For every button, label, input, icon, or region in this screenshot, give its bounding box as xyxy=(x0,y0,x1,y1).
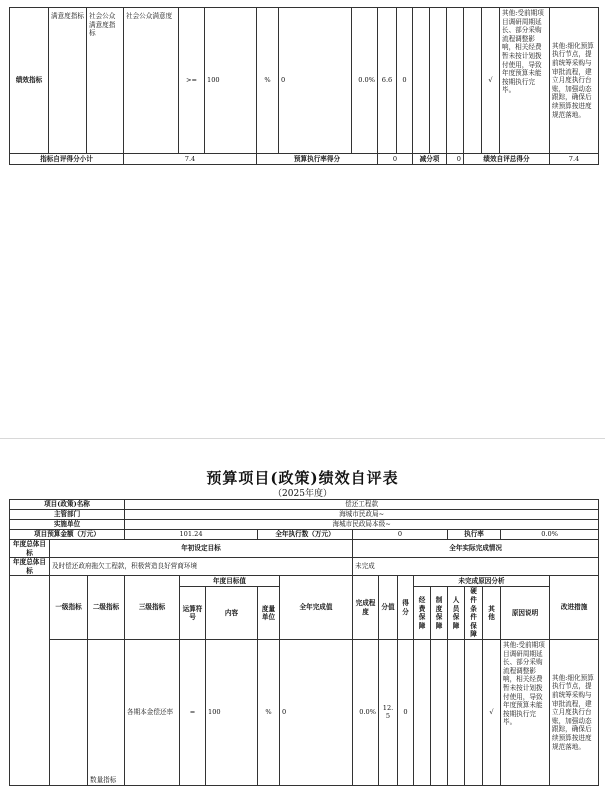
impl-unit-value: 海城市民政局本级~ xyxy=(125,520,599,530)
header-level2: 二级指标 xyxy=(88,576,125,640)
row1-a4 xyxy=(465,639,483,785)
header-a3: 人员保障 xyxy=(448,587,465,640)
header-reason: 原因说明 xyxy=(501,587,550,640)
unit: % xyxy=(257,8,279,154)
hardware-cell xyxy=(464,8,482,154)
budget-amount-label: 项目预算金额（万元） xyxy=(10,530,125,540)
dept-value: 海城市民政局~ xyxy=(125,510,599,520)
page1-indicator-table xyxy=(9,7,599,165)
goal-head-right: 全年实际完成情况 xyxy=(353,540,599,558)
subtotal-value: 7.4 xyxy=(124,154,257,165)
header-level3: 三级指标 xyxy=(125,576,180,640)
goal-left: 及时偿还政府拖欠工程款，积极营造良好营商环境 xyxy=(50,558,353,576)
deduct-value: 0 xyxy=(447,154,464,165)
funding-cell xyxy=(413,8,430,154)
page2-header-table xyxy=(9,499,599,786)
row1-a2 xyxy=(431,639,448,785)
goal-label: 年度总体目标 xyxy=(10,540,50,558)
page-divider xyxy=(0,438,605,439)
goal-head-left: 年初设定目标 xyxy=(50,540,353,558)
header-weight: 分值 xyxy=(379,576,398,640)
indicator-row-1 xyxy=(10,639,599,785)
third-level-group: 社会公众满意度指标 xyxy=(87,8,124,154)
summary-row xyxy=(10,154,599,165)
row1-reason: 其他:受前期项目调研周期延长、部分采购流程调整影响，相关经费暂未按计划拨付使用，导致年度预算未能按期执行完毕。 xyxy=(501,639,550,785)
row1-indicator: 各期本金偿还率 xyxy=(125,639,180,785)
exec-rate-label: 执行率 xyxy=(448,530,501,540)
header-unit: 度量单位 xyxy=(258,587,280,640)
row1-completion: 0.0% xyxy=(353,639,379,785)
score-weight: 6.6 xyxy=(378,8,397,154)
page-2 xyxy=(0,440,605,785)
row1-unit: % xyxy=(258,639,280,785)
header-actual: 全年完成值 xyxy=(280,576,353,640)
header-a2: 制度保障 xyxy=(431,587,448,640)
total-value: 7.4 xyxy=(550,154,599,165)
header-op: 运算符号 xyxy=(180,587,206,640)
measure-text: 其他:细化预算执行节点，提前统筹采购与审批流程，建立月度执行台账，加强动态跟踪，确保后续预算按进度规范落地。 xyxy=(550,8,599,154)
header-score: 得分 xyxy=(398,576,414,640)
header-a4: 硬件条件保障 xyxy=(465,587,483,640)
row1-actual: 0 xyxy=(280,639,353,785)
page-title: 预算项目(政策)绩效自评表 xyxy=(206,469,399,487)
system-cell xyxy=(430,8,447,154)
actual-value: 0 xyxy=(279,8,352,154)
deduct-label: 减分项 xyxy=(413,154,447,165)
budget-score-label: 预算执行率得分 xyxy=(257,154,378,165)
row1-op: = xyxy=(180,639,206,785)
goal-label-2: 年度总体目标 xyxy=(10,558,50,576)
page-subtitle: （2025年度） xyxy=(273,489,332,499)
staff-cell xyxy=(447,8,464,154)
exec-amount-value: 0 xyxy=(353,530,448,540)
total-label: 绩效自评总得分 xyxy=(464,154,550,165)
row1-a1 xyxy=(414,639,431,785)
indicator-name: 社会公众满意度 xyxy=(124,8,179,154)
header-analysis: 未完成原因分析 xyxy=(414,576,550,587)
header-a1: 经费保障 xyxy=(414,587,431,640)
row1-measure: 其他:细化预算执行节点，提前统筹采购与审批流程，建立月度执行台账，加强动态跟踪，确保后续预算按进度规范落地。 xyxy=(550,639,599,785)
row1-weight: 12.5 xyxy=(379,639,398,785)
exec-rate-value: 0.0% xyxy=(501,530,599,540)
spacer-cell xyxy=(10,576,50,786)
row1-a3 xyxy=(448,639,465,785)
score: 0 xyxy=(397,8,413,154)
project-name-label: 项目(政策)名称 xyxy=(10,500,125,510)
header-completion: 完成程度 xyxy=(353,576,379,640)
header-measure: 改进措施 xyxy=(550,576,599,640)
operator: >= xyxy=(179,8,205,154)
reason-text: 其他:受前期项目调研周期延长、部分采购流程调整影响，相关经费暂未按计划拨付使用，导致年度预算未能按期执行完毕。 xyxy=(500,8,550,154)
target-content: 100 xyxy=(205,8,257,154)
row1-a5-check: √ xyxy=(483,639,501,785)
exec-amount-label: 全年执行数（万元） xyxy=(258,530,353,540)
goal-right: 未完成 xyxy=(353,558,599,576)
header-content: 内容 xyxy=(206,587,258,640)
impl-unit-label: 实施单位 xyxy=(10,520,125,530)
row1-level1 xyxy=(50,639,88,785)
dept-label: 主管部门 xyxy=(10,510,125,520)
indicator-row xyxy=(10,8,599,154)
budget-score-value: 0 xyxy=(378,154,413,165)
row1-score: 0 xyxy=(398,639,414,785)
second-level-indicator: 满意度指标 xyxy=(49,8,87,154)
other-check: √ xyxy=(482,8,500,154)
header-level1: 一级指标 xyxy=(50,576,88,640)
row1-level2: 数量指标 xyxy=(88,639,125,785)
budget-amount-value: 101.24 xyxy=(125,530,258,540)
header-a5: 其他 xyxy=(483,587,501,640)
row1-content: 100 xyxy=(206,639,258,785)
first-level-indicator: 绩效指标 xyxy=(10,8,49,154)
project-name-value: 偿还工程款 xyxy=(125,500,599,510)
completion-rate: 0.0% xyxy=(352,8,378,154)
subtotal-label: 指标自评得分小计 xyxy=(10,154,124,165)
header-annual: 年度目标值 xyxy=(180,576,280,587)
